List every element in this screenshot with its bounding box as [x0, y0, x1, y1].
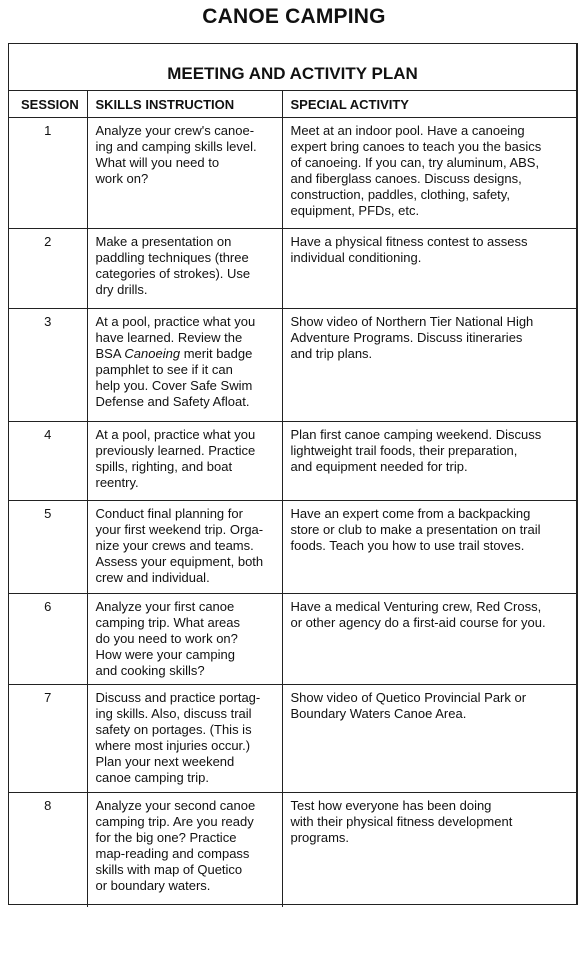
session-number: 8 [9, 793, 87, 907]
session-number: 1 [9, 118, 87, 229]
skills-instruction-cell: At a pool, practice what you previously learned. Practice spills, righting, and boat reentry. [87, 422, 282, 501]
skills-text: At a pool, practice what you have learned. Review the BSA [95, 314, 256, 361]
session-number: 7 [9, 685, 87, 793]
table-row [9, 229, 577, 309]
table-header-row [9, 91, 577, 118]
skills-instruction-cell: Analyze your crew's canoe- ing and camping skills level. What will you need to work on? [87, 118, 282, 229]
header-special-activity: SPECIAL ACTIVITY [282, 91, 577, 118]
skills-instruction-cell: Discuss and practice portag- ing skills. Also, discuss trail safety on portages. (This is where most injuries occur.) Plan your next weekend canoe camping trip. [87, 685, 282, 793]
session-number: 2 [9, 229, 87, 309]
meeting-plan-box [8, 43, 578, 905]
table-row [9, 793, 577, 907]
meeting-plan-table [9, 90, 577, 907]
special-activity-cell: Have a physical fitness contest to assess individual conditioning. [282, 229, 577, 309]
special-activity-cell: Test how everyone has been doing with their physical fitness development programs. [282, 793, 577, 907]
special-activity-cell: Have a medical Venturing crew, Red Cross, or other agency do a first-aid course for you. [282, 594, 577, 685]
header-skills-instruction: SKILLS INSTRUCTION [87, 91, 282, 118]
session-number: 3 [9, 309, 87, 422]
skills-instruction-cell: Conduct final planning for your first weekend trip. Orga- nize your crews and teams. Assess your equipment, both crew and individual. [87, 501, 282, 594]
special-activity-cell: Show video of Northern Tier National High Adventure Programs. Discuss itineraries and trip plans. [282, 309, 577, 422]
table-row [9, 501, 577, 594]
special-activity-cell: Plan first canoe camping weekend. Discuss lightweight trail foods, their preparation, and equipment needed for trip. [282, 422, 577, 501]
special-activity-cell: Meet at an indoor pool. Have a canoeing expert bring canoes to teach you the basics of canoeing. If you can, try aluminum, ABS, and fiberglass canoes. Discuss designs, construction, paddles, clothing, safety, equipment, PFDs, etc. [282, 118, 577, 229]
merit-badge-title: Canoeing [124, 346, 181, 361]
session-number: 6 [9, 594, 87, 685]
special-activity-cell: Have an expert come from a backpacking store or club to make a presentation on trail foods. Teach you how to use trail stoves. [282, 501, 577, 594]
session-number: 4 [9, 422, 87, 501]
table-row [9, 685, 577, 793]
table-row [9, 422, 577, 501]
skills-text: merit badge pamphlet to see if it can help you. Cover Safe Swim Defense and Safety Afloat. [95, 346, 253, 409]
skills-instruction-cell [87, 309, 282, 422]
session-number: 5 [9, 501, 87, 594]
table-row [9, 309, 577, 422]
skills-instruction-cell: Make a presentation on paddling techniques (three categories of strokes). Use dry drills. [87, 229, 282, 309]
special-activity-cell: Show video of Quetico Provincial Park or Boundary Waters Canoe Area. [282, 685, 577, 793]
table-row [9, 118, 577, 229]
table-row [9, 594, 577, 685]
header-session: SESSION [9, 91, 87, 118]
skills-instruction-cell: Analyze your second canoe camping trip. Are you ready for the big one? Practice map-reading and compass skills with map of Quetico or boundary waters. [87, 793, 282, 907]
skills-instruction-cell: Analyze your first canoe camping trip. What areas do you need to work on? How were your camping and cooking skills? [87, 594, 282, 685]
page-title: CANOE CAMPING [202, 5, 386, 28]
plan-title: MEETING AND ACTIVITY PLAN [167, 64, 418, 83]
